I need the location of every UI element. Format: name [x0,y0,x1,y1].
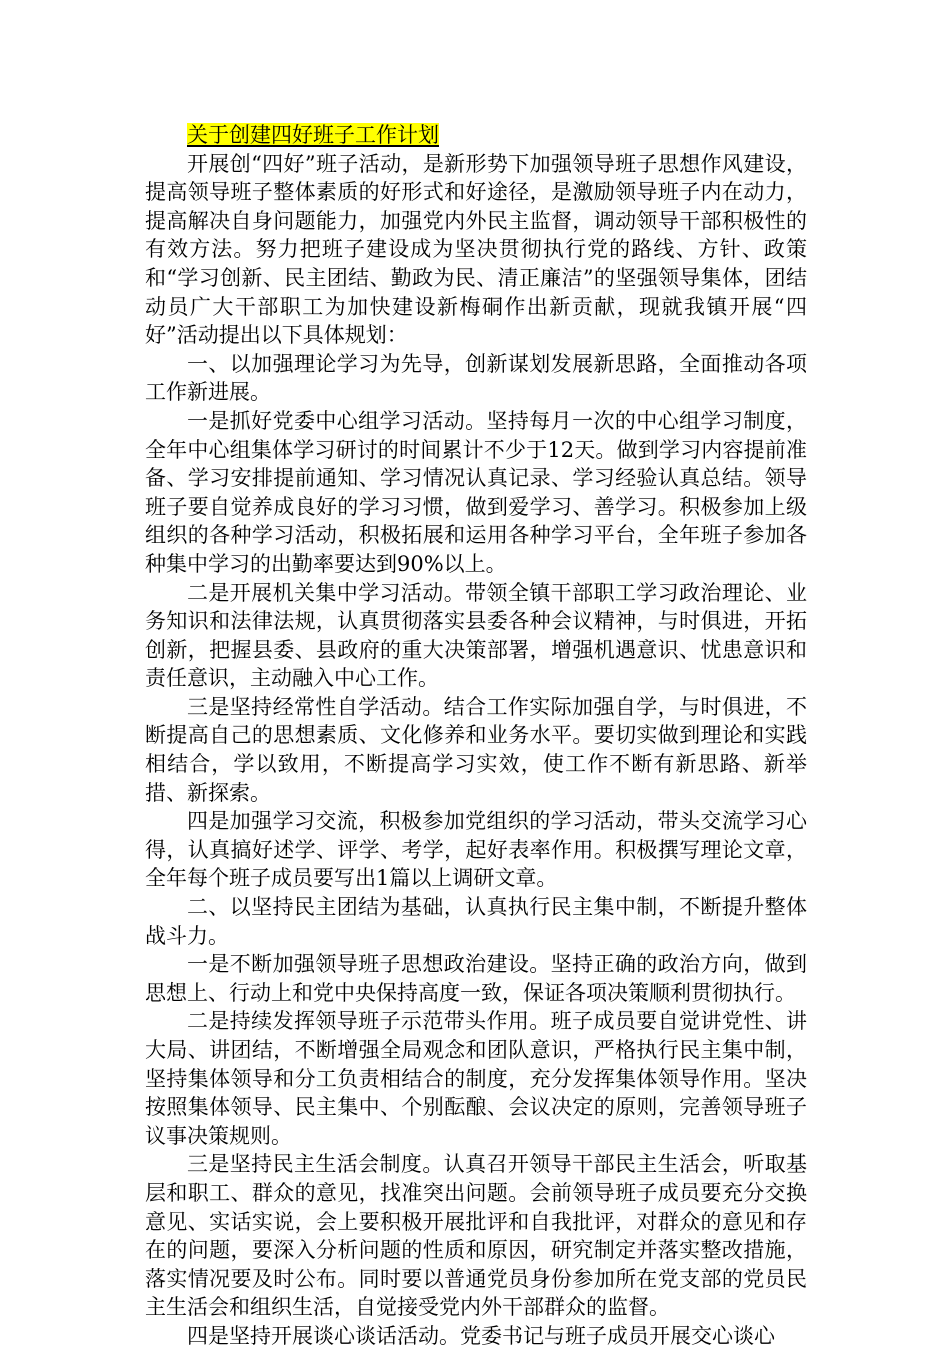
paragraph-1-3: 三是坚持经常性自学活动。结合工作实际加强自学，与时俱进，不断提高自己的思想素质、文化修养和业务水平。要切实做到理论和实践相结合，学以致用，不断提高学习实效，使工作不断有新思路、新举措、新探索。 [145,694,807,805]
paragraph-1-2: 二是开展机关集中学习活动。带领全镇干部职工学习政治理论、业务知识和法律法规，认真贯彻落实县委各种会议精神，与时俱进，开拓创新，把握县委、县政府的重大决策部署，增强机遇意识、忧患意识和责任意识，主动融入中心工作。 [145,580,807,691]
paragraph-1-4: 四是加强学习交流，积极参加党组织的学习活动，带头交流学习心得，认真搞好述学、评学、考学，起好表率作用。积极撰写理论文章，全年每个班子成员要写出1篇以上调研文章。 [145,809,807,891]
paragraph-1-1: 一是抓好党委中心组学习活动。坚持每月一次的中心组学习制度，全年中心组集体学习研讨的时间累计不少于12天。做到学习内容提前准备、学习安排提前通知、学习情况认真记录、学习经验认真总结。领导班子要自觉养成良好的学习习惯，做到爱学习、善学习。积极参加上级组织的各种学习活动，积极拓展和运用各种学习平台，全年班子参加各种集中学习的出勤率要达到90%以上。 [145,408,807,576]
paragraph-2-3: 三是坚持民主生活会制度。认真召开领导干部民主生活会，听取基层和职工、群众的意见，找准突出问题。会前领导班子成员要充分交换意见、实话实说，会上要积极开展批评和自我批评，对群众的意见和存在的问题，要深入分析问题的性质和原因，研究制定并落实整改措施，落实情况要及时公布。同时要以普通党员身份参加所在党支部的党员民主生活会和组织生活，自觉接受党内外干部群众的监督。 [145,1152,807,1320]
paragraph-2-2: 二是持续发挥领导班子示范带头作用。班子成员要自觉讲党性、讲大局、讲团结，不断增强全局观念和团队意识，严格执行民主集中制，坚持集体领导和分工负责相结合的制度，充分发挥集体领导作用。坚决按照集体领导、民主集中、个别酝酿、会议决定的原则，完善领导班子议事决策规则。 [145,1009,807,1148]
section-heading-2: 二、以坚持民主团结为基础，认真执行民主集中制，不断提升整体战斗力。 [145,895,807,948]
document-title: 关于创建四好班子工作计划 [187,123,439,147]
title-line [145,121,807,150]
paragraph-2-1: 一是不断加强领导班子思想政治建设。坚持正确的政治方向，做到思想上、行动上和党中央保持高度一致，保证各项决策顺利贯彻执行。 [145,952,807,1005]
section-heading-1: 一、以加强理论学习为先导，创新谋划发展新思路，全面推动各项工作新进展。 [145,351,807,405]
paragraph-2-4: 四是坚持开展谈心谈话活动。党委书记与班子成员开展交心谈心 [187,1323,775,1348]
document-page [145,121,807,1351]
paragraph-intro: 开展创“四好”班子活动，是新形势下加强领导班子思想作风建设，提高领导班子整体素质的好形式和好途径，是激励领导班子内在动力，提高解决自身问题能力，加强党内外民主监督，调动领导干部积极性的有效方法。努力把班子建设成为坚决贯彻执行党的路线、方针、政策和“学习创新、民主团结、勤政为民、清正廉洁”的坚强领导集体，团结动员广大干部职工为加快建设新梅硐作出新贡献，现就我镇开展“四好”活动提出以下具体规划： [145,151,807,348]
